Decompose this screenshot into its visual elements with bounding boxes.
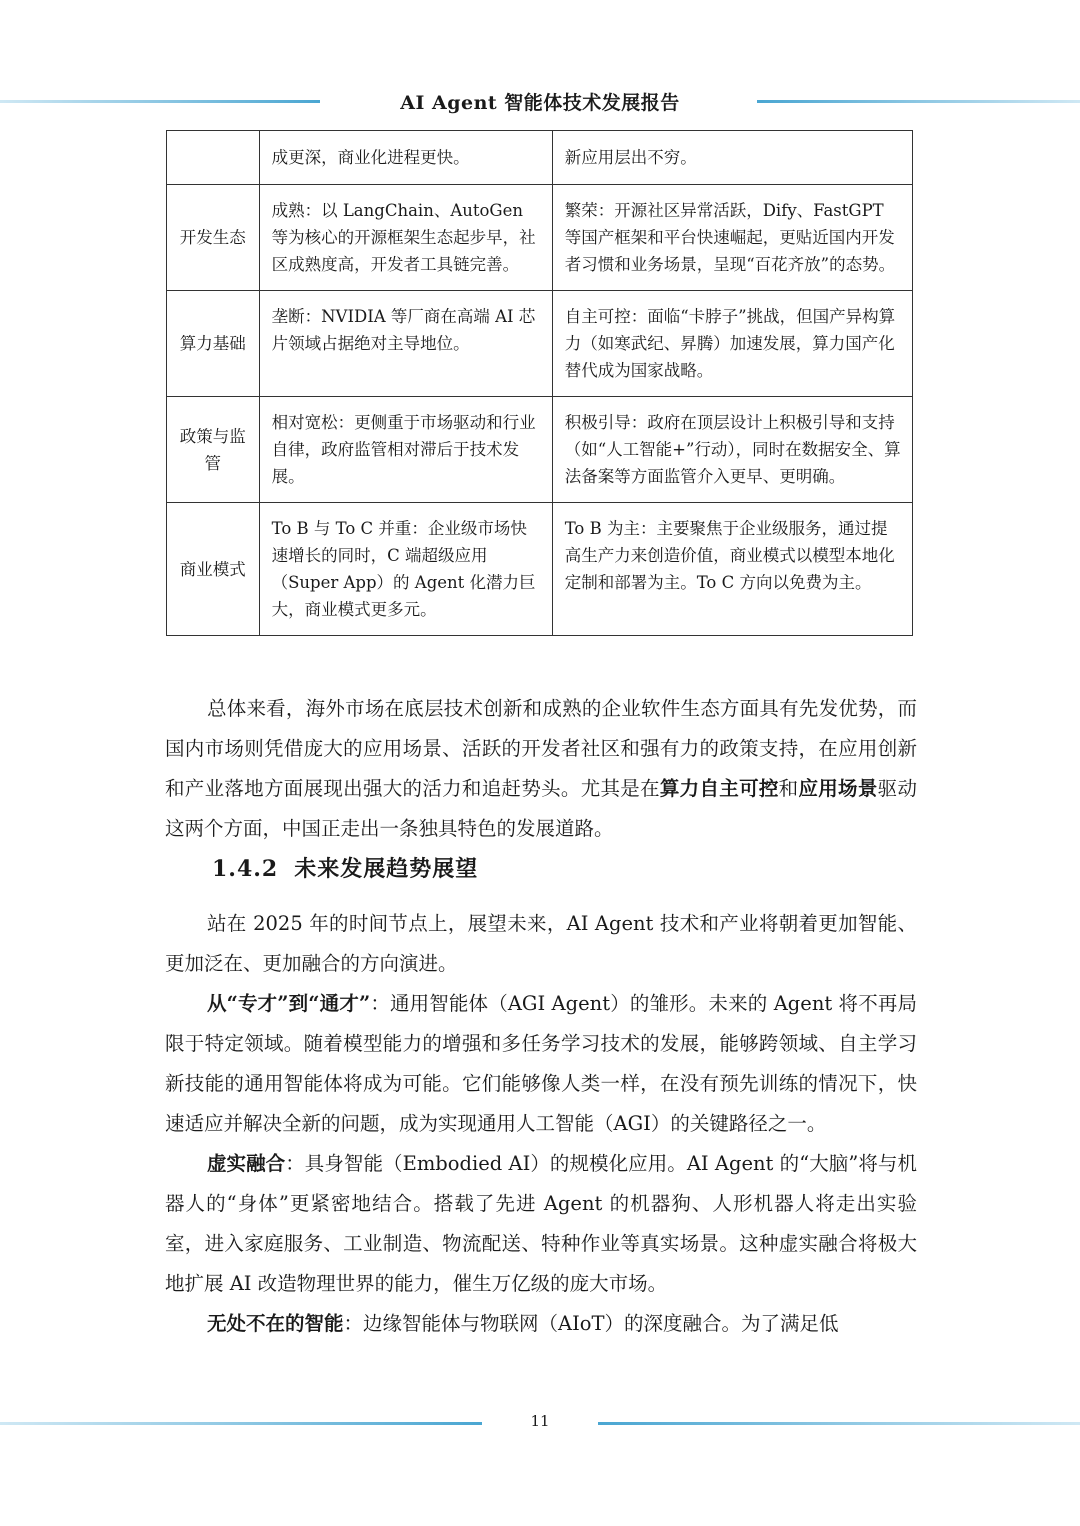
summary-text: 总体来看，海外市场在底层技术创新和成熟的企业软件生态方面具有先发优势，而国内市场则凭借庞大的应用场景、活跃的开发者社区和强有力的政策支持，在应用创新和产业落地方面展现出强大的活力和追赶势头。尤其是在 xyxy=(165,697,917,800)
row-label: 算力基础 xyxy=(167,291,260,397)
row-label xyxy=(167,131,260,185)
row-label: 政策与监管 xyxy=(167,397,260,503)
comparison-table xyxy=(166,130,913,636)
trend-paragraph xyxy=(165,1304,917,1344)
header-title: AI Agent 智能体技术发展报告 xyxy=(400,92,680,114)
row-label: 商业模式 xyxy=(167,503,260,636)
overseas-cell: 成更深，商业化进程更快。 xyxy=(259,131,552,185)
footer-rule-left xyxy=(0,1422,482,1425)
trend-paragraph xyxy=(165,1144,917,1304)
table-row xyxy=(167,397,913,503)
intro-paragraph: 站在 2025 年的时间节点上，展望未来，AI Agent 技术和产业将朝着更加智能、更加泛在、更加融合的方向演进。 xyxy=(165,912,917,975)
row-label: 开发生态 xyxy=(167,185,260,291)
domestic-cell: To B 为主：主要聚焦于企业级服务，通过提高生产力来创造价值，商业模式以模型本地化定制和部署为主。To C 方向以免费为主。 xyxy=(552,503,912,636)
overseas-cell: 成熟：以 LangChain、AutoGen 等为核心的开源框架生态起步早，社区成熟度高，开发者工具链完善。 xyxy=(259,185,552,291)
section-number: 1.4.2 xyxy=(212,856,279,882)
trend-paragraph xyxy=(165,984,917,1144)
table-row xyxy=(167,291,913,397)
header-rule-left xyxy=(0,100,320,103)
table-row xyxy=(167,185,913,291)
page-number: 11 xyxy=(530,1412,550,1430)
overseas-cell: 垄断：NVIDIA 等厂商在高端 AI 芯片领域占据绝对主导地位。 xyxy=(259,291,552,397)
summary-bold: 应用场景 xyxy=(798,777,878,800)
footer-rule-right xyxy=(598,1422,1080,1425)
summary-text: 驱动这两个方面，中国正走出一条独具特色的发展道路。 xyxy=(165,777,917,840)
overseas-cell: 相对宽松：更侧重于市场驱动和行业自律，政府监管相对滞后于技术发展。 xyxy=(259,397,552,503)
trend-heading: 从“专才”到“通才” xyxy=(207,992,371,1015)
domestic-cell: 繁荣：开源社区异常活跃，Dify、FastGPT 等国产框架和平台快速崛起，更贴近国内开发者习惯和业务场景，呈现“百花齐放”的态势。 xyxy=(552,185,912,291)
domestic-cell: 新应用层出不穷。 xyxy=(552,131,912,185)
table-row xyxy=(167,503,913,636)
summary-paragraph xyxy=(165,689,917,849)
summary-block xyxy=(165,689,917,849)
trend-heading: 虚实融合 xyxy=(207,1152,286,1175)
overseas-cell: To B 与 To C 并重：企业级市场快速增长的同时，C 端超级应用（Super App）的 Agent 化潜力巨大，商业模式更多元。 xyxy=(259,503,552,636)
trend-text: ：通用智能体（AGI Agent）的雏形。未来的 Agent 将不再局限于特定领域。随着模型能力的增强和多任务学习技术的发展，能够跨领域、自主学习新技能的通用智能体将成为可能。它们能够像人类一样，在没有预先训练的情况下，快速适应并解决全新的问题，成为实现通用人工智能（AGI）的关键路径之一。 xyxy=(165,992,917,1135)
section-heading xyxy=(212,852,478,883)
trend-text: ：具身智能（Embodied AI）的规模化应用。AI Agent 的“大脑”将与机器人的“身体”更紧密地结合。搭载了先进 Agent 的机器狗、人形机器人将走出实验室，进入家庭服务、工业制造、物流配送、特种作业等真实场景。这种虚实融合将极大地扩展 AI 改造物理世界的能力，催生万亿级的庞大市场。 xyxy=(165,1152,917,1295)
trend-heading: 无处不在的智能 xyxy=(207,1312,344,1335)
section-title: 未来发展趋势展望 xyxy=(294,856,479,882)
table-row xyxy=(167,131,913,185)
summary-text: 和 xyxy=(778,777,799,800)
body-text xyxy=(165,904,917,1344)
domestic-cell: 积极引导：政府在顶层设计上积极引导和支持（如“人工智能+”行动），同时在数据安全、算法备案等方面监管介入更早、更明确。 xyxy=(552,397,912,503)
trend-text: ：边缘智能体与物联网（AIoT）的深度融合。为了满足低 xyxy=(343,1312,839,1335)
summary-bold: 算力自主可控 xyxy=(659,777,779,800)
header-rule-right xyxy=(757,100,1080,103)
domestic-cell: 自主可控：面临“卡脖子”挑战，但国产异构算力（如寒武纪、昇腾）加速发展，算力国产化替代成为国家战略。 xyxy=(552,291,912,397)
